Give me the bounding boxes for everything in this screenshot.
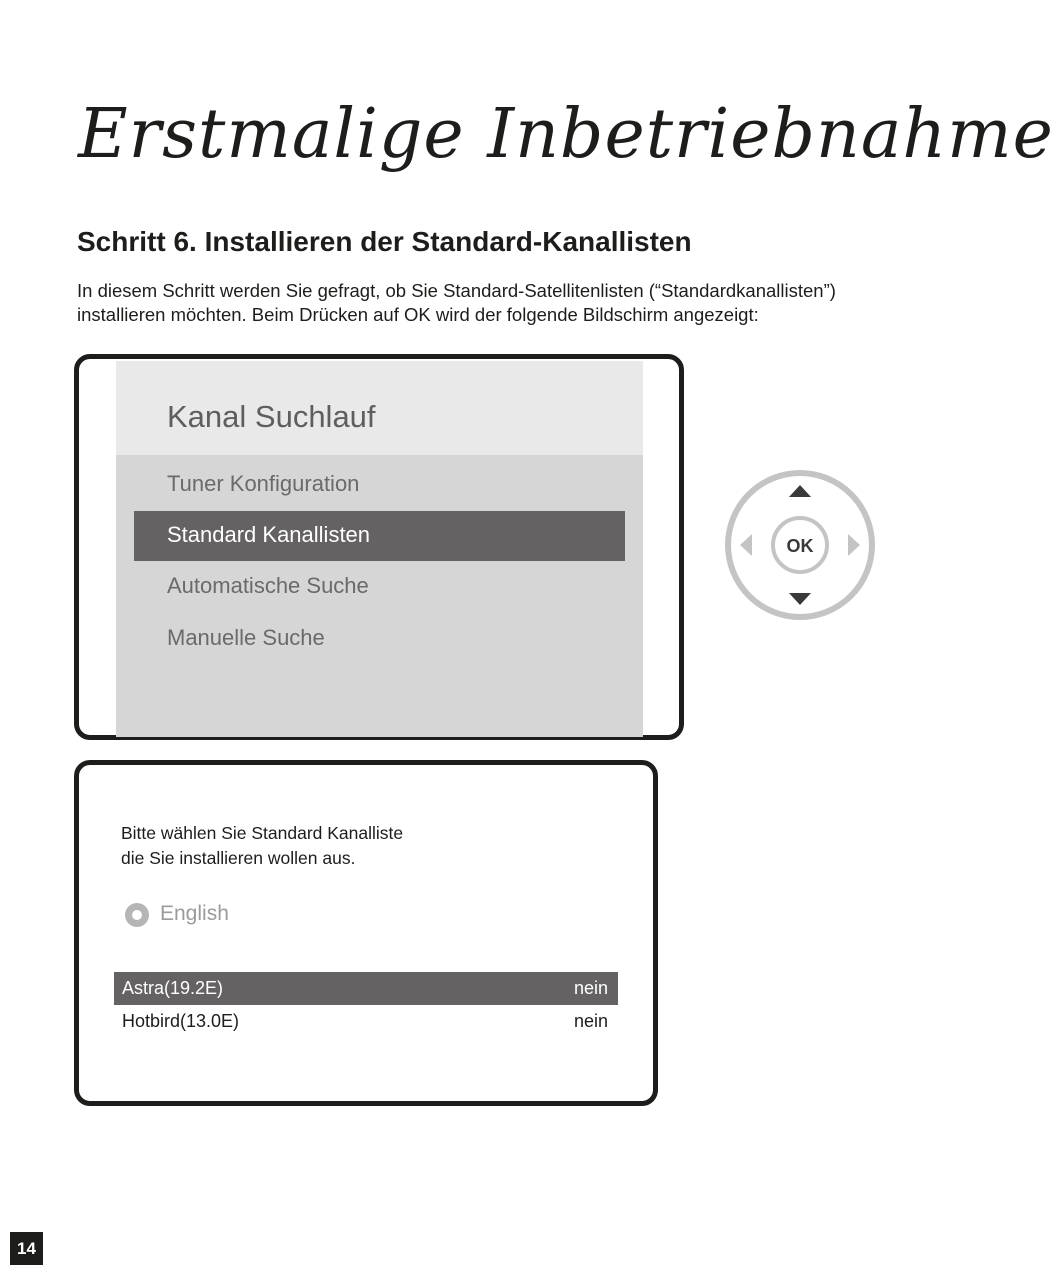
satellite-value: nein — [573, 978, 608, 998]
menu-item-automatic-search[interactable]: Automatische Suche — [167, 573, 369, 598]
menu-item-standard-channel-lists[interactable] — [134, 511, 625, 561]
step-heading: Schritt 6. Installieren der Standard-Kanallisten — [77, 226, 692, 257]
ok-label: OK — [786, 536, 814, 556]
intro-line-1: In diesem Schritt werden Sie gefragt, ob Sie Standard-Satellitenlisten (“Standardkanallisten”) — [77, 280, 836, 301]
satellite-value: nein — [573, 1011, 608, 1031]
intro-line-2: installieren möchten. Beim Drücken auf OK wird der folgende Bildschirm angezeigt: — [77, 304, 759, 325]
menu-item-tuner-configuration[interactable]: Tuner Konfiguration — [167, 471, 360, 496]
page-title: Erstmalige Inbetriebnahme — [78, 95, 1054, 174]
satellite-name: Hotbird(13.0E) — [122, 1011, 240, 1031]
satellite-row-hotbird[interactable] — [114, 1005, 618, 1038]
radio-button-icon[interactable] — [125, 903, 149, 927]
menu-header — [116, 361, 643, 455]
intro-paragraph — [77, 279, 887, 327]
remote-nav-pad — [723, 468, 877, 622]
channel-list-dialog — [74, 760, 658, 1106]
channel-search-menu — [116, 361, 643, 737]
prompt-line-2: die Sie installieren wollen aus. — [121, 848, 356, 868]
satellite-name: Astra(19.2E) — [122, 978, 224, 998]
channel-search-screen — [74, 354, 684, 740]
dialog-prompt — [121, 821, 403, 871]
prompt-line-1: Bitte wählen Sie Standard Kanalliste — [121, 823, 404, 843]
menu-title: Kanal Suchlauf — [167, 399, 376, 434]
language-option-label: English — [160, 902, 229, 925]
menu-item-manual-search[interactable]: Manuelle Suche — [167, 625, 325, 650]
page-number: 14 — [10, 1232, 43, 1265]
menu-item-label: Standard Kanallisten — [167, 522, 371, 547]
satellite-row-astra[interactable] — [114, 972, 618, 1005]
